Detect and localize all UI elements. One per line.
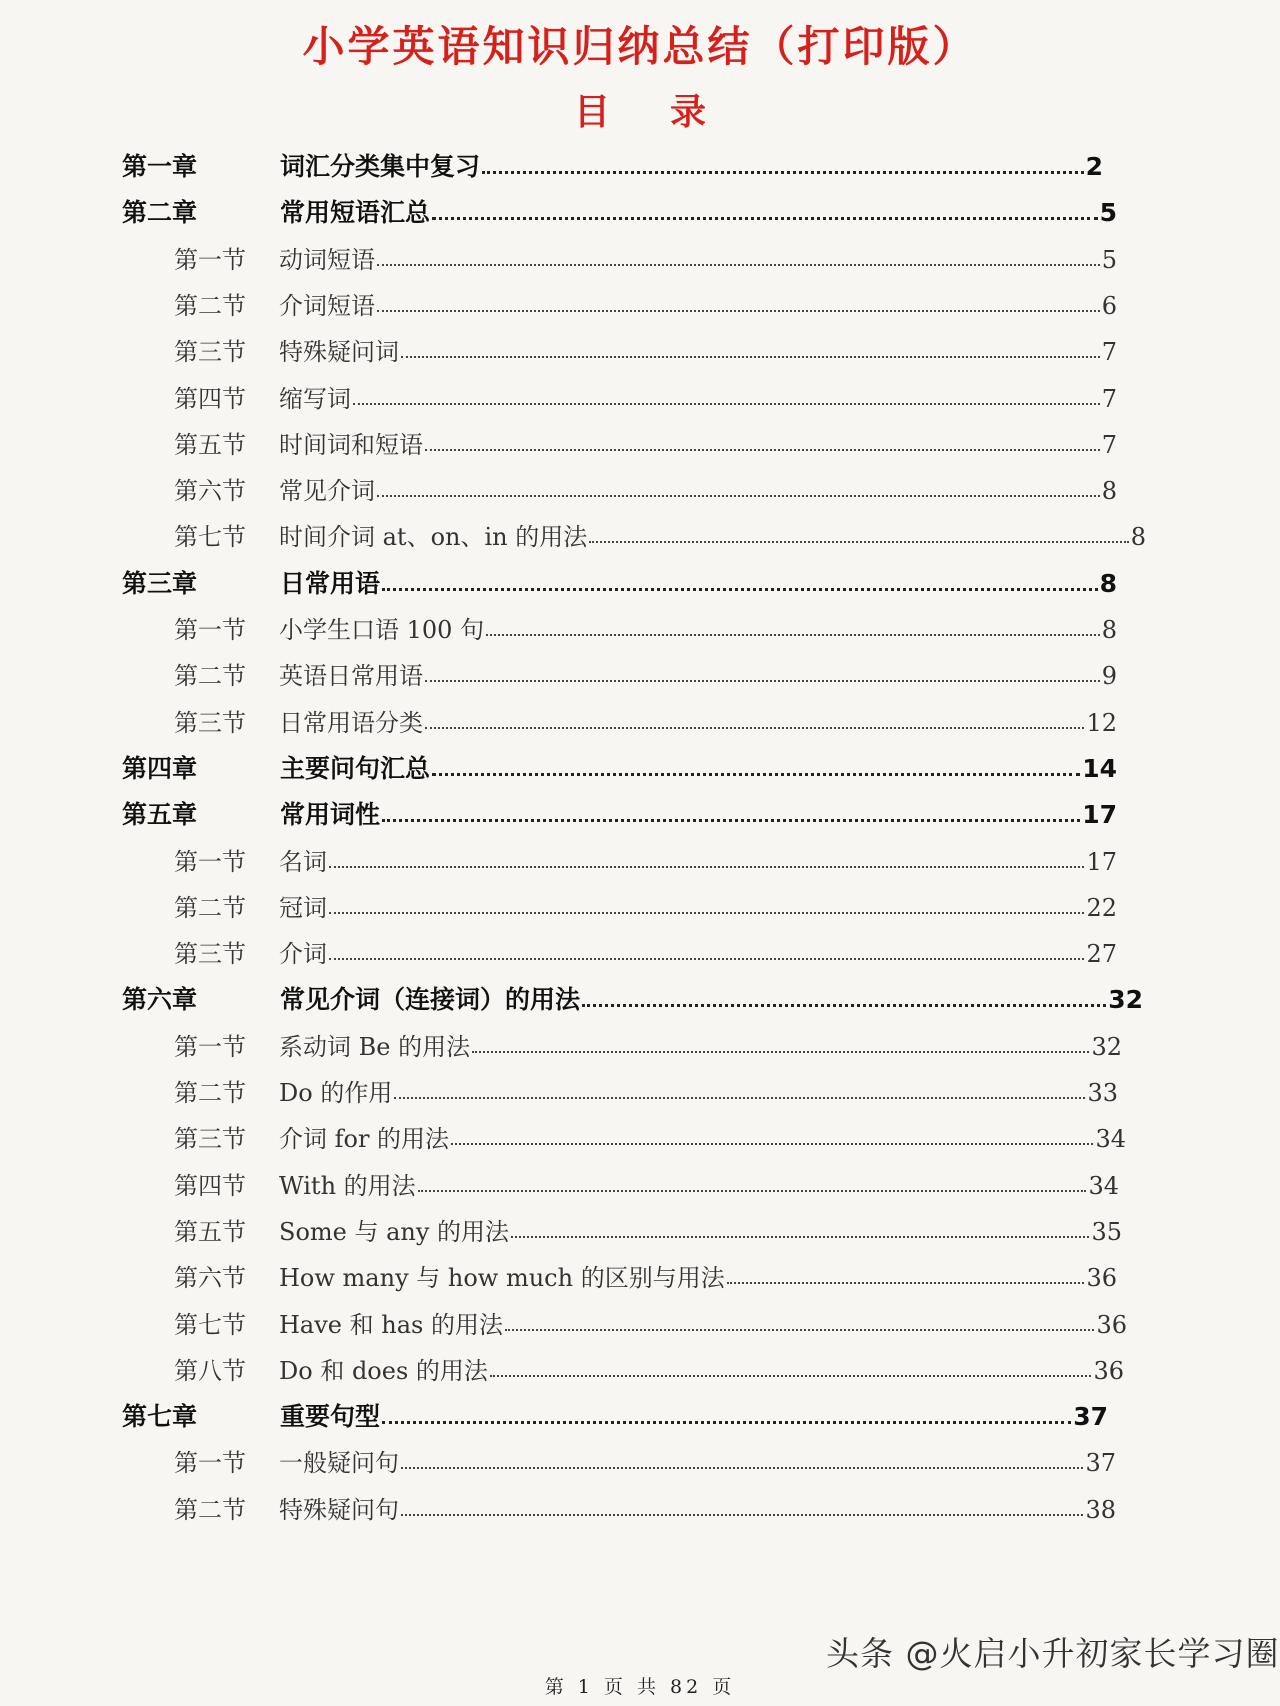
toc-chapter-row — [122, 980, 1143, 1020]
toc-number: 第五章 — [122, 800, 198, 830]
toc-section-row — [174, 842, 1117, 882]
toc-number: 第一节 — [174, 245, 246, 274]
toc-leader-dots — [377, 240, 1100, 266]
toc-number: 第五节 — [174, 1217, 246, 1246]
toc-title: 系动词 Be 的用法 — [279, 1032, 471, 1061]
toc-number: 第二节 — [174, 662, 246, 691]
toc-number: 第二节 — [174, 893, 246, 922]
toc-title: 常用词性 — [280, 800, 381, 830]
toc-leader-dots — [329, 934, 1084, 960]
toc-leader-dots — [505, 1305, 1094, 1331]
toc-title: 常见介词（连接词）的用法 — [280, 985, 581, 1015]
toc-title: 日常用语 — [280, 568, 381, 598]
toc-section-row — [174, 517, 1146, 557]
toc-page-number: 32 — [1091, 1032, 1122, 1061]
toc-title: 日常用语分类 — [279, 708, 423, 737]
toc-leader-dots — [382, 564, 1098, 591]
toc-page-number: 36 — [1086, 1264, 1117, 1293]
toc-section-row — [174, 379, 1117, 419]
toc-page-number: 34 — [1088, 1171, 1119, 1200]
toc-title: Do 和 does 的用法 — [279, 1356, 488, 1385]
toc-section-row — [174, 1212, 1122, 1252]
toc-number: 第七节 — [174, 523, 246, 552]
toc-leader-dots — [425, 425, 1100, 451]
toc-number: 第四章 — [122, 753, 198, 783]
toc-page-number: 9 — [1101, 662, 1117, 691]
toc-page-number: 33 — [1087, 1079, 1118, 1107]
toc-title: Do 的作用 — [279, 1079, 393, 1107]
toc-title: 冠词 — [279, 893, 327, 922]
toc-section-row — [174, 703, 1117, 743]
toc-page-number: 2 — [1085, 152, 1103, 181]
toc-page-number: 38 — [1085, 1495, 1116, 1524]
toc-leader-dots — [382, 1397, 1071, 1424]
toc-leader-dots — [401, 1490, 1083, 1516]
toc-section-row — [174, 1490, 1116, 1530]
toc-page-number: 12 — [1086, 708, 1117, 737]
toc-page-number: 5 — [1101, 245, 1117, 274]
toc-page-number: 36 — [1093, 1356, 1124, 1385]
toc-page-number: 17 — [1082, 800, 1117, 830]
toc-page-number: 36 — [1096, 1310, 1127, 1339]
toc-page-number: 6 — [1101, 291, 1117, 320]
toc-title: 特殊疑问句 — [279, 1495, 399, 1524]
toc-leader-dots — [432, 749, 1080, 776]
toc-title: With 的用法 — [279, 1171, 416, 1200]
toc-number: 第七节 — [174, 1310, 246, 1339]
toc-title: 介词短语 — [279, 291, 375, 320]
toc-title: 重要句型 — [280, 1402, 381, 1432]
toc-page-number: 34 — [1095, 1125, 1126, 1154]
toc-title: 缩写词 — [279, 384, 351, 413]
toc-leader-dots — [401, 1443, 1083, 1469]
toc-title: Have 和 has 的用法 — [279, 1310, 503, 1339]
toc-page-number: 35 — [1091, 1217, 1122, 1246]
toc-page-number: 8 — [1101, 477, 1117, 506]
toc-title: 特殊疑问词 — [279, 338, 399, 367]
toc-number: 第一节 — [174, 616, 246, 644]
toc-chapter-row — [122, 564, 1117, 604]
toc-number: 第六节 — [174, 477, 246, 506]
toc-page-number: 8 — [1099, 568, 1117, 598]
toc-page-number: 7 — [1101, 338, 1117, 367]
toc-number: 第六节 — [174, 1264, 246, 1293]
toc-section-row — [174, 1351, 1124, 1391]
toc-page-number: 22 — [1086, 893, 1117, 922]
toc-section-row — [174, 286, 1117, 326]
toc-page-number: 8 — [1130, 523, 1146, 552]
toc-section-row — [174, 610, 1117, 650]
toc-leader-dots — [401, 332, 1100, 358]
toc-page-number: 17 — [1086, 847, 1117, 876]
toc-page-number: 32 — [1108, 985, 1143, 1015]
toc-page-number: 37 — [1073, 1402, 1108, 1432]
toc-number: 第三章 — [122, 568, 198, 598]
page-footer: 第 1 页 共 82 页 — [544, 1676, 736, 1698]
toc-section-row — [174, 425, 1117, 465]
toc-section-row — [174, 1119, 1126, 1159]
toc-number: 第三节 — [174, 338, 246, 367]
toc-leader-dots — [418, 1166, 1087, 1192]
toc-leader-dots — [490, 1351, 1092, 1377]
toc-leader-dots — [353, 379, 1100, 405]
toc-section-row — [174, 471, 1117, 511]
toc-page-number: 5 — [1099, 198, 1117, 228]
toc-section-row — [174, 656, 1117, 696]
toc-title: 动词短语 — [279, 245, 375, 274]
toc-page-number: 37 — [1085, 1449, 1116, 1478]
toc-section-row — [174, 240, 1117, 280]
toc-leader-dots — [582, 980, 1106, 1007]
toc-page-number: 27 — [1086, 940, 1117, 969]
toc-title: 名词 — [279, 847, 327, 876]
toc-number: 第三节 — [174, 708, 246, 737]
toc-title: 时间介词 at、on、in 的用法 — [279, 523, 588, 552]
watermark: 头条 @火启小升初家长学习圈 — [826, 1634, 1280, 1673]
toc-leader-dots — [382, 795, 1080, 822]
toc-number: 第一章 — [122, 152, 198, 181]
toc-number: 第四节 — [174, 1171, 246, 1200]
toc-title: 常用短语汇总 — [280, 198, 431, 228]
toc-title: 一般疑问句 — [279, 1449, 399, 1478]
toc-leader-dots — [589, 517, 1128, 543]
toc-title: 介词 — [279, 940, 327, 969]
toc-number: 第八节 — [174, 1356, 246, 1385]
toc-chapter-row — [122, 1397, 1108, 1437]
toc-number: 第三节 — [174, 1125, 246, 1154]
toc-leader-dots — [377, 471, 1100, 497]
toc-leader-dots — [377, 286, 1100, 312]
toc-leader-dots — [394, 1073, 1085, 1099]
toc-title: 主要问句汇总 — [280, 753, 431, 783]
toc-chapter-row — [122, 749, 1117, 789]
toc-chapter-row — [122, 193, 1117, 233]
toc-section-row — [174, 1027, 1122, 1067]
toc-number: 第四节 — [174, 384, 246, 413]
toc-page-number: 8 — [1101, 616, 1117, 644]
toc-leader-dots — [451, 1119, 1093, 1145]
toc-leader-dots — [472, 1027, 1089, 1053]
toc-number: 第六章 — [122, 985, 198, 1015]
toc-section-row — [174, 888, 1117, 928]
toc-title: 词汇分类集中复习 — [280, 152, 481, 181]
toc-number: 第五节 — [174, 430, 246, 459]
toc-number: 第一节 — [174, 1449, 246, 1478]
toc-heading: 目录 — [573, 92, 766, 133]
toc-section-row — [174, 1443, 1116, 1483]
toc-title: 常见介词 — [279, 477, 375, 506]
toc-number: 第二节 — [174, 1079, 246, 1107]
toc-title: 小学生口语 100 句 — [279, 616, 485, 644]
toc-leader-dots — [329, 888, 1084, 914]
toc-leader-dots — [727, 1258, 1085, 1284]
toc-leader-dots — [482, 147, 1084, 174]
toc-title: Some 与 any 的用法 — [279, 1217, 510, 1246]
toc-section-row — [174, 1258, 1117, 1298]
toc-number: 第二节 — [174, 291, 246, 320]
toc-section-row — [174, 1305, 1127, 1345]
toc-section-row — [174, 332, 1117, 372]
toc-number: 第二节 — [174, 1495, 246, 1524]
toc-number: 第一节 — [174, 847, 246, 876]
toc-section-row — [174, 1166, 1119, 1206]
toc-number: 第一节 — [174, 1032, 246, 1061]
toc-leader-dots — [425, 656, 1100, 682]
toc-chapter-row — [122, 147, 1103, 187]
toc-title: 时间词和短语 — [279, 430, 423, 459]
toc-page-number: 7 — [1101, 384, 1117, 413]
toc-page-number: 7 — [1101, 430, 1117, 459]
toc-leader-dots — [511, 1212, 1089, 1238]
toc-number: 第三节 — [174, 940, 246, 969]
toc-title: 英语日常用语 — [279, 662, 423, 691]
toc-number: 第二章 — [122, 198, 198, 228]
toc-leader-dots — [329, 842, 1084, 868]
document-title: 小学英语知识归纳总结（打印版） — [302, 22, 978, 71]
toc-number: 第七章 — [122, 1402, 198, 1432]
toc-leader-dots — [432, 193, 1098, 220]
toc-title: 介词 for 的用法 — [279, 1125, 450, 1154]
toc-chapter-row — [122, 795, 1117, 835]
toc-leader-dots — [486, 610, 1100, 636]
toc-section-row — [174, 934, 1117, 974]
toc-section-row — [174, 1073, 1118, 1113]
toc-title: How many 与 how much 的区别与用法 — [279, 1264, 725, 1293]
toc-page-number: 14 — [1082, 753, 1117, 783]
toc-leader-dots — [425, 703, 1084, 729]
